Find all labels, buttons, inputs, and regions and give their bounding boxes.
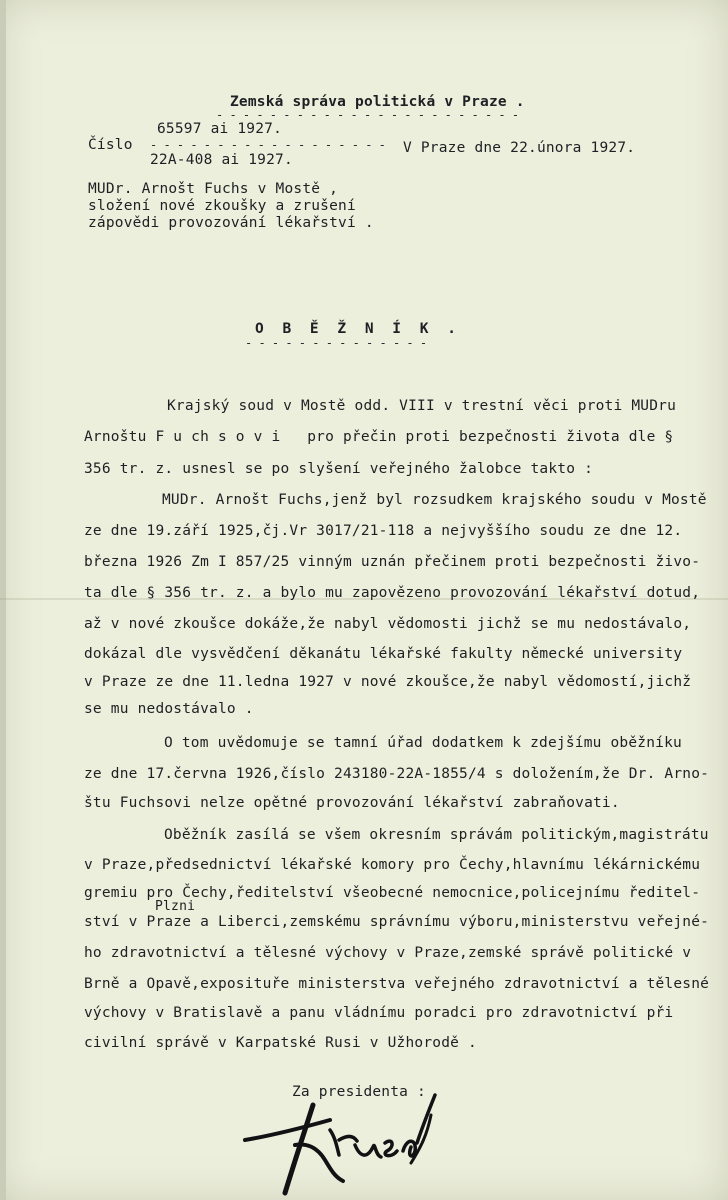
subject-line-2: složení nové zkoušky a zrušení	[88, 198, 356, 214]
body-line: štu Fuchsovi nelze opětné provozování lékařství zabraňovati.	[84, 795, 620, 811]
body-line: března 1926 Zm I 857/25 vinným uznán přečinem proti bezpečnosti živo-	[84, 554, 701, 570]
body-line: civilní správě v Karpatské Rusi v Užhorodě .	[84, 1035, 477, 1051]
reference-number-top: 65597 ai 1927.	[157, 121, 283, 137]
cislo-label: Číslo	[88, 137, 133, 153]
body-line: ze dne 17.června 1926,číslo 243180-22A-1855/4 s doložením,že Dr. Arno-	[84, 766, 710, 782]
body-line: ze dne 19.září 1925,čj.Vr 3017/21-118 a nejvyššího soudu ze dne 12.	[84, 523, 683, 539]
document-title: O B Ě Ž N Í K .	[255, 321, 461, 337]
body-line: se mu nedostávalo .	[84, 701, 254, 717]
authority-heading: Zemská správa politická v Praze .	[230, 94, 525, 110]
handwritten-signature	[235, 1085, 450, 1200]
body-line: ství v Praze a Liberci,zemskému správnímu výboru,ministerstvu veřejné-	[84, 914, 710, 930]
subject-line-3: zápovědi provozování lékařství .	[88, 215, 374, 231]
body-line: ta dle § 356 tr. z. a bylo mu zapovězeno provozování lékařství dotud,	[84, 585, 701, 601]
body-line: 356 tr. z. usnesl se po slyšení veřejného žalobce takto :	[84, 461, 593, 477]
body-line: v Praze ze dne 11.ledna 1927 v nové zkoušce,že nabyl vědomostí,jichž	[84, 674, 692, 690]
body-line: výchovy v Bratislavě a panu vládnímu poradci pro zdravotnictví při	[84, 1005, 674, 1021]
body-line: Krajský soud v Mostě odd. VIII v trestní věci proti MUDru	[167, 398, 676, 414]
authority-underline: - - - - - - - - - - - - - - - - - - - - - - -	[216, 108, 519, 122]
body-line: O tom uvědomuje se tamní úřad dodatkem k zdejšímu oběžníku	[164, 735, 682, 751]
title-underline: - - - - - - - - - - - - - -	[245, 336, 427, 350]
body-line: až v nové zkoušce dokáže,že nabyl vědomosti jichž se mu nedostávalo,	[84, 616, 692, 632]
closing-line: Za presidenta :	[292, 1084, 426, 1100]
body-line: ho zdravotnictví a tělesné výchovy v Praze,zemské správě politické v	[84, 945, 692, 961]
place-date: V Praze dne 22.února 1927.	[403, 140, 636, 156]
body-line: gremiu pro Čechy,ředitelství všeobecné nemocnice,policejnímu ředitel-	[84, 885, 701, 901]
reference-separator: - - - - - - - - - - - - - - - - - -	[150, 138, 386, 152]
subject-line-1: MUDr. Arnošt Fuchs v Mostě ,	[88, 181, 339, 197]
body-line: MUDr. Arnošt Fuchs,jenž byl rozsudkem krajského soudu v Mostě	[162, 492, 707, 508]
body-line: dokázal dle vysvědčení děkanátu lékařské fakulty německé university	[84, 646, 683, 662]
page-edge	[0, 0, 6, 1200]
body-line: Brně a Opavě,exposituře ministerstva veřejného zdravotnictví a tělesné	[84, 976, 710, 992]
body-line: v Praze,předsednictví lékařské komory pro Čechy,hlavnímu lékárnickému	[84, 857, 701, 873]
body-line: Arnoštu F u ch s o v i pro přečin proti bezpečnosti života dle §	[84, 429, 674, 445]
handwritten-insertion: Plzni	[155, 899, 196, 914]
reference-number-bottom: 22A-408 ai 1927.	[150, 152, 293, 168]
body-line: Oběžník zasílá se všem okresním správám politickým,magistrátu	[164, 827, 709, 843]
